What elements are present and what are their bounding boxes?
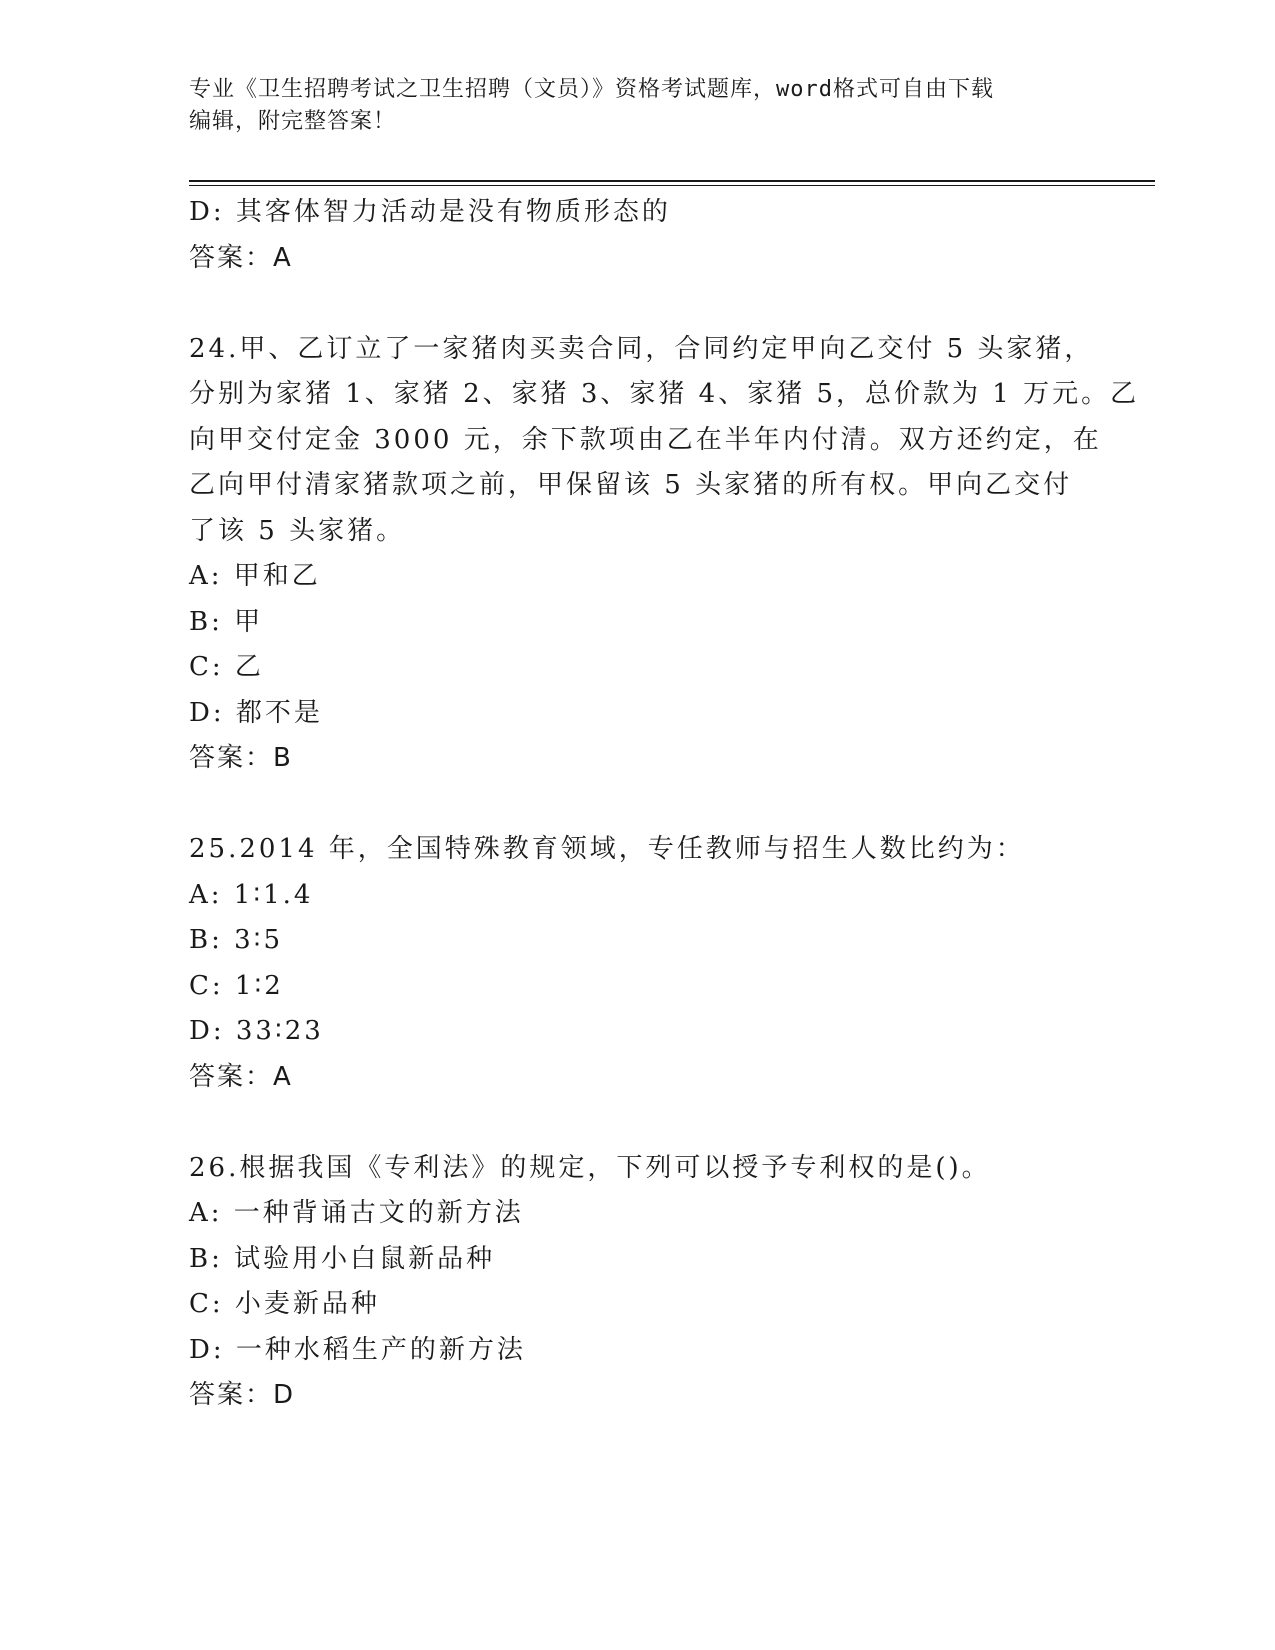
- option-b: B: 试验用小白鼠新品种: [189, 1243, 496, 1274]
- answer-line: 答案：D: [189, 1380, 296, 1410]
- spacer: [189, 281, 1089, 327]
- option-d: D: 其客体智力活动是没有物质形态的: [189, 197, 671, 227]
- answer-line: 答案：A: [189, 242, 293, 273]
- option-a: A: 一种背诵古文的新方法: [189, 1198, 524, 1228]
- option-d: D: 33∶23: [189, 1016, 324, 1046]
- spacer: [189, 782, 1089, 828]
- question-content: [189, 190, 1140, 1419]
- question-stem-line: 分别为家猪 1、家猪 2、家猪 3、家猪 4、家猪 5，总价款为 1 万元。乙: [189, 379, 1140, 409]
- question-stem-line: 25.2014 年，全国特殊教育领域，专任教师与招生人数比约为：: [189, 834, 1025, 864]
- option-b: B: 3∶5: [189, 925, 283, 955]
- answer-line: 答案：B: [189, 743, 293, 773]
- question-25: [189, 827, 1089, 1100]
- question-26: [189, 1146, 1089, 1419]
- option-d: D: 一种水稻生产的新方法: [189, 1334, 526, 1365]
- header-rule-thin: [189, 185, 1155, 186]
- option-c: C: 1∶2: [189, 970, 284, 1001]
- previous-question-fragment: [189, 190, 1089, 281]
- header-line-1: 专业《卫生招聘考试之卫生招聘（文员）》资格考试题库，word格式可自由下载: [189, 77, 994, 102]
- spacer: [189, 1100, 1089, 1146]
- option-c: C: 小麦新品种: [189, 1289, 380, 1319]
- question-stem-line: 26.根据我国《专利法》的规定，下列可以授予专利权的是()。: [189, 1152, 991, 1183]
- header-rule-thick: [189, 180, 1155, 182]
- option-d: D: 都不是: [189, 697, 323, 728]
- question-24: [189, 327, 1140, 782]
- header-line-2: 编辑，附完整答案！: [189, 109, 397, 134]
- option-a: A: 甲和乙: [189, 561, 321, 591]
- option-a: A: 1∶1.4: [189, 879, 314, 910]
- option-c: C: 乙: [189, 652, 264, 682]
- question-stem-line: 乙向甲付清家猪款项之前，甲保留该 5 头家猪的所有权。甲向乙交付: [189, 470, 1073, 500]
- question-stem-line: 24.甲、乙订立了一家猪肉买卖合同，合同约定甲向乙交付 5 头家猪，: [189, 333, 1094, 364]
- answer-line: 答案：A: [189, 1061, 293, 1092]
- option-b: B: 甲: [189, 606, 264, 637]
- document-header: [189, 74, 1069, 138]
- question-stem-line: 了该 5 头家猪。: [189, 515, 406, 546]
- question-stem-line: 向甲交付定金 3000 元，余下款项由乙在半年内付清。双方还约定，在: [189, 424, 1102, 455]
